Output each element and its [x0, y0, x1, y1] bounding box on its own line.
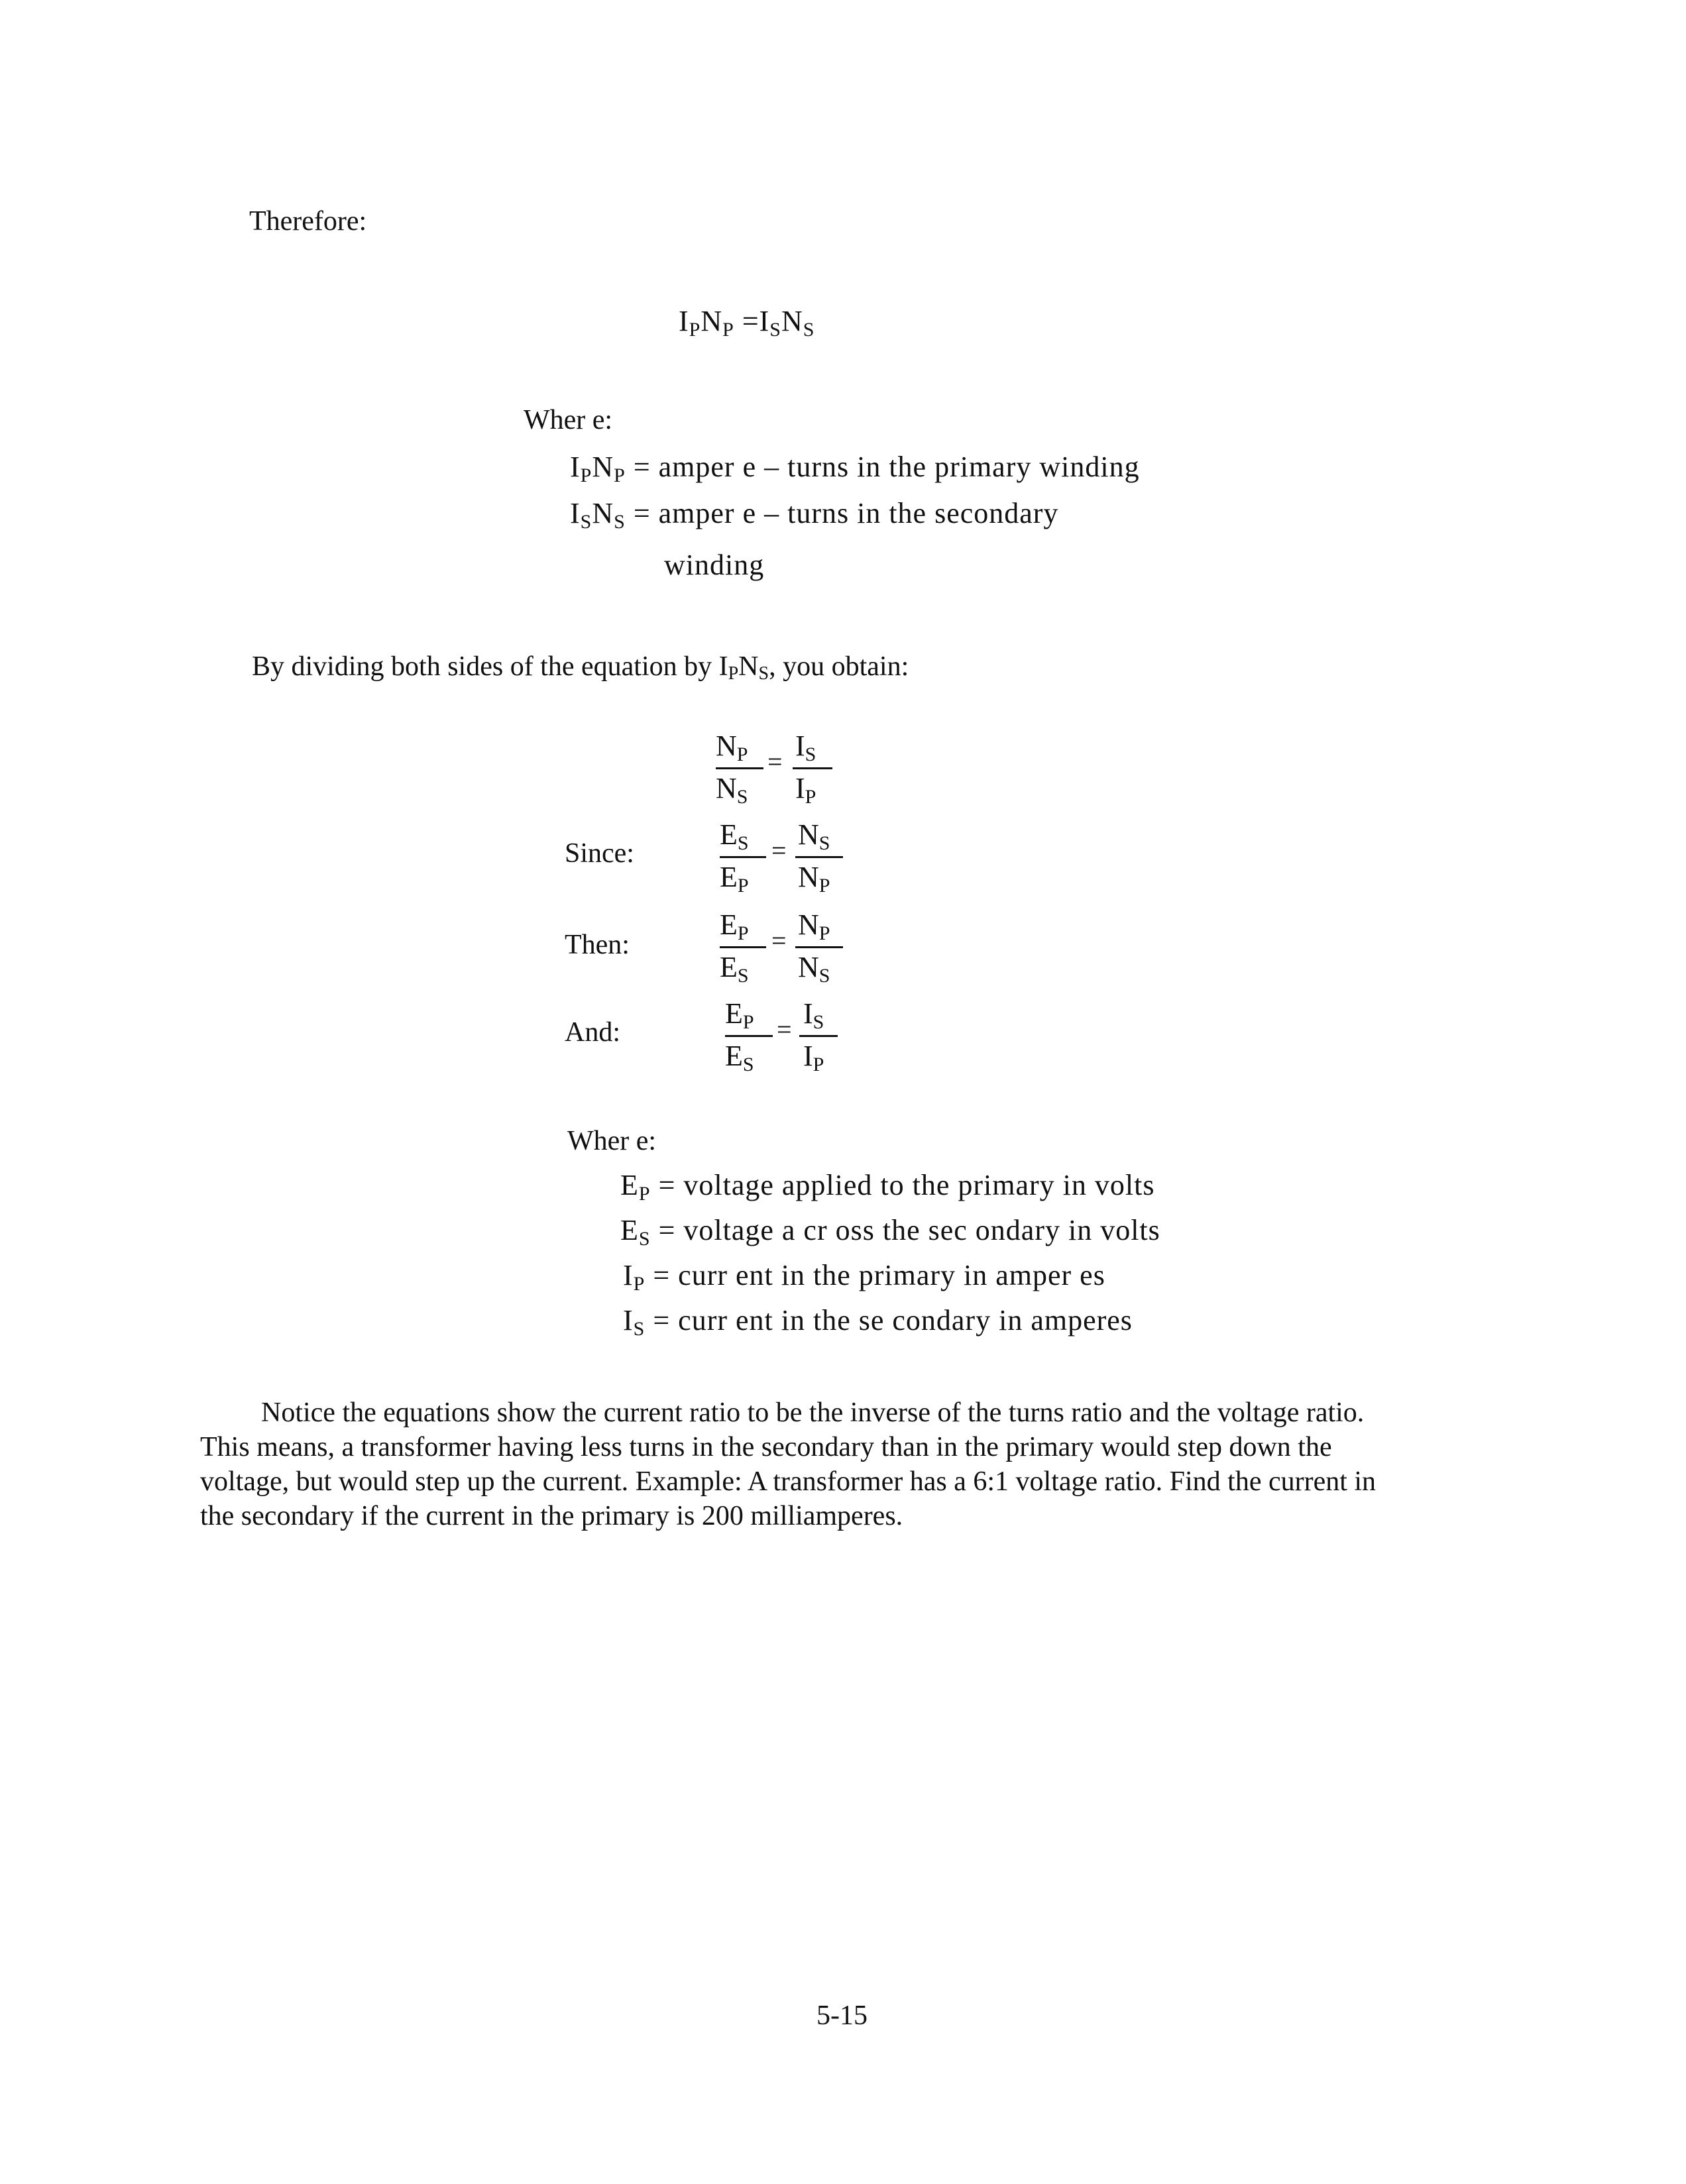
- def-subscript: S: [580, 511, 592, 533]
- denominator: $N_P$: [798, 861, 830, 897]
- paragraph-line: [200, 1395, 1686, 1430]
- denominator: $E_P$: [720, 861, 749, 897]
- eq-subscript: S: [803, 319, 815, 341]
- def-subscript: S: [614, 511, 626, 533]
- def-symbol: N: [592, 451, 614, 483]
- fraction-bar: [725, 1035, 773, 1037]
- denominator: $I_P$: [795, 772, 816, 808]
- text-run: , you obtain:: [769, 651, 909, 682]
- def-text: = voltage applied to the primary in volts: [658, 1169, 1155, 1201]
- eq-subscript: P: [722, 319, 734, 341]
- numerator: $E_P$: [725, 997, 754, 1033]
- def-text: = curr ent in the se condary in amperes: [653, 1304, 1133, 1337]
- numerator: $I_S$: [795, 730, 816, 765]
- where-label-2: Wher e:: [567, 1126, 657, 1156]
- def-symbol: I: [623, 1304, 634, 1337]
- where-label-1: Wher e:: [524, 405, 613, 435]
- equals-sign: =: [771, 836, 787, 865]
- def-symbol: I: [570, 497, 581, 529]
- paragraph-text: Notice the equations show the current ratio to be the inverse of the turns ratio and the voltage ratio.: [261, 1397, 1365, 1428]
- def-subscript: P: [633, 1273, 646, 1295]
- numerator: $E_S$: [720, 818, 749, 854]
- def-text: = curr ent in the primary in amper es: [653, 1259, 1105, 1291]
- equals-sign: =: [771, 926, 787, 956]
- numerator: $E_P$: [720, 908, 749, 944]
- eq-symbol: I: [759, 305, 770, 337]
- fraction-bar: [793, 767, 832, 769]
- def-subscript: S: [638, 1228, 651, 1250]
- def-subscript: P: [614, 464, 626, 486]
- text-run: N: [738, 651, 759, 682]
- def-symbol: I: [570, 451, 581, 483]
- fraction-bar: [795, 946, 843, 948]
- denominator: $E_S$: [720, 951, 749, 987]
- def-text: = amper e – turns in the primary winding: [633, 451, 1140, 483]
- text-run: By dividing both sides of the equation by I: [252, 651, 728, 682]
- def-text: = voltage a cr oss the sec ondary in volts: [658, 1214, 1160, 1246]
- fraction-bar: [799, 1035, 838, 1037]
- ratio-label: Then:: [565, 930, 630, 960]
- numerator: $N_S$: [798, 818, 830, 854]
- definition-is: [623, 1303, 1133, 1347]
- eq-subscript: S: [769, 319, 781, 341]
- def-subscript: P: [638, 1183, 651, 1205]
- fraction-bar: [720, 946, 766, 948]
- def-symbol: E: [620, 1169, 639, 1201]
- therefore-label: Therefore:: [249, 206, 367, 237]
- fraction-bar: [716, 767, 763, 769]
- eq-symbol: N: [701, 305, 723, 337]
- numerator: $N_P$: [798, 908, 830, 944]
- definition-continuation: winding: [664, 549, 765, 581]
- denominator: $N_S$: [716, 772, 748, 808]
- numerator: $I_S$: [803, 997, 824, 1033]
- equals-sign: =: [767, 747, 783, 777]
- fraction-bar: [795, 856, 843, 858]
- def-symbol: E: [620, 1214, 639, 1246]
- eq-subscript: P: [689, 319, 701, 341]
- eq-symbol: N: [781, 305, 803, 337]
- text-subscript: P: [728, 663, 739, 684]
- main-equation: [679, 303, 815, 348]
- def-symbol: I: [623, 1259, 634, 1291]
- fraction-bar: [720, 856, 766, 858]
- def-symbol: N: [592, 497, 614, 529]
- denominator: $N_S$: [798, 951, 830, 987]
- notice-paragraph: [200, 1395, 1686, 1533]
- def-subscript: P: [580, 464, 592, 486]
- ratio-label: And:: [565, 1017, 620, 1048]
- text-subscript: S: [758, 663, 769, 684]
- denominator: $E_S$: [725, 1040, 754, 1075]
- definition-line-secondary: [570, 496, 1058, 540]
- def-subscript: S: [633, 1318, 646, 1340]
- equals-sign: =: [777, 1014, 792, 1044]
- definition-ep: [620, 1168, 1154, 1212]
- ratio-label: Since:: [565, 838, 634, 869]
- definition-ip: [623, 1258, 1105, 1302]
- dividing-text: [252, 649, 909, 691]
- paragraph-line: the secondary if the current in the primary is 200 milliamperes.: [200, 1501, 903, 1531]
- paragraph-line: This means, a transformer having less turns in the secondary than in the primary would step down the: [200, 1432, 1332, 1462]
- def-text: = amper e – turns in the secondary: [633, 497, 1059, 529]
- eq-symbol: I: [679, 305, 689, 337]
- numerator: $N_P$: [716, 730, 748, 765]
- definition-es: [620, 1213, 1160, 1257]
- paragraph-line: voltage, but would step up the current. Example: A transformer has a 6:1 voltage ratio. Find the current in: [200, 1466, 1377, 1497]
- definition-line-primary: [570, 449, 1140, 494]
- eq-equals: =: [742, 305, 759, 337]
- page-number: 5-15: [816, 2000, 868, 2031]
- denominator: $I_P$: [803, 1040, 824, 1075]
